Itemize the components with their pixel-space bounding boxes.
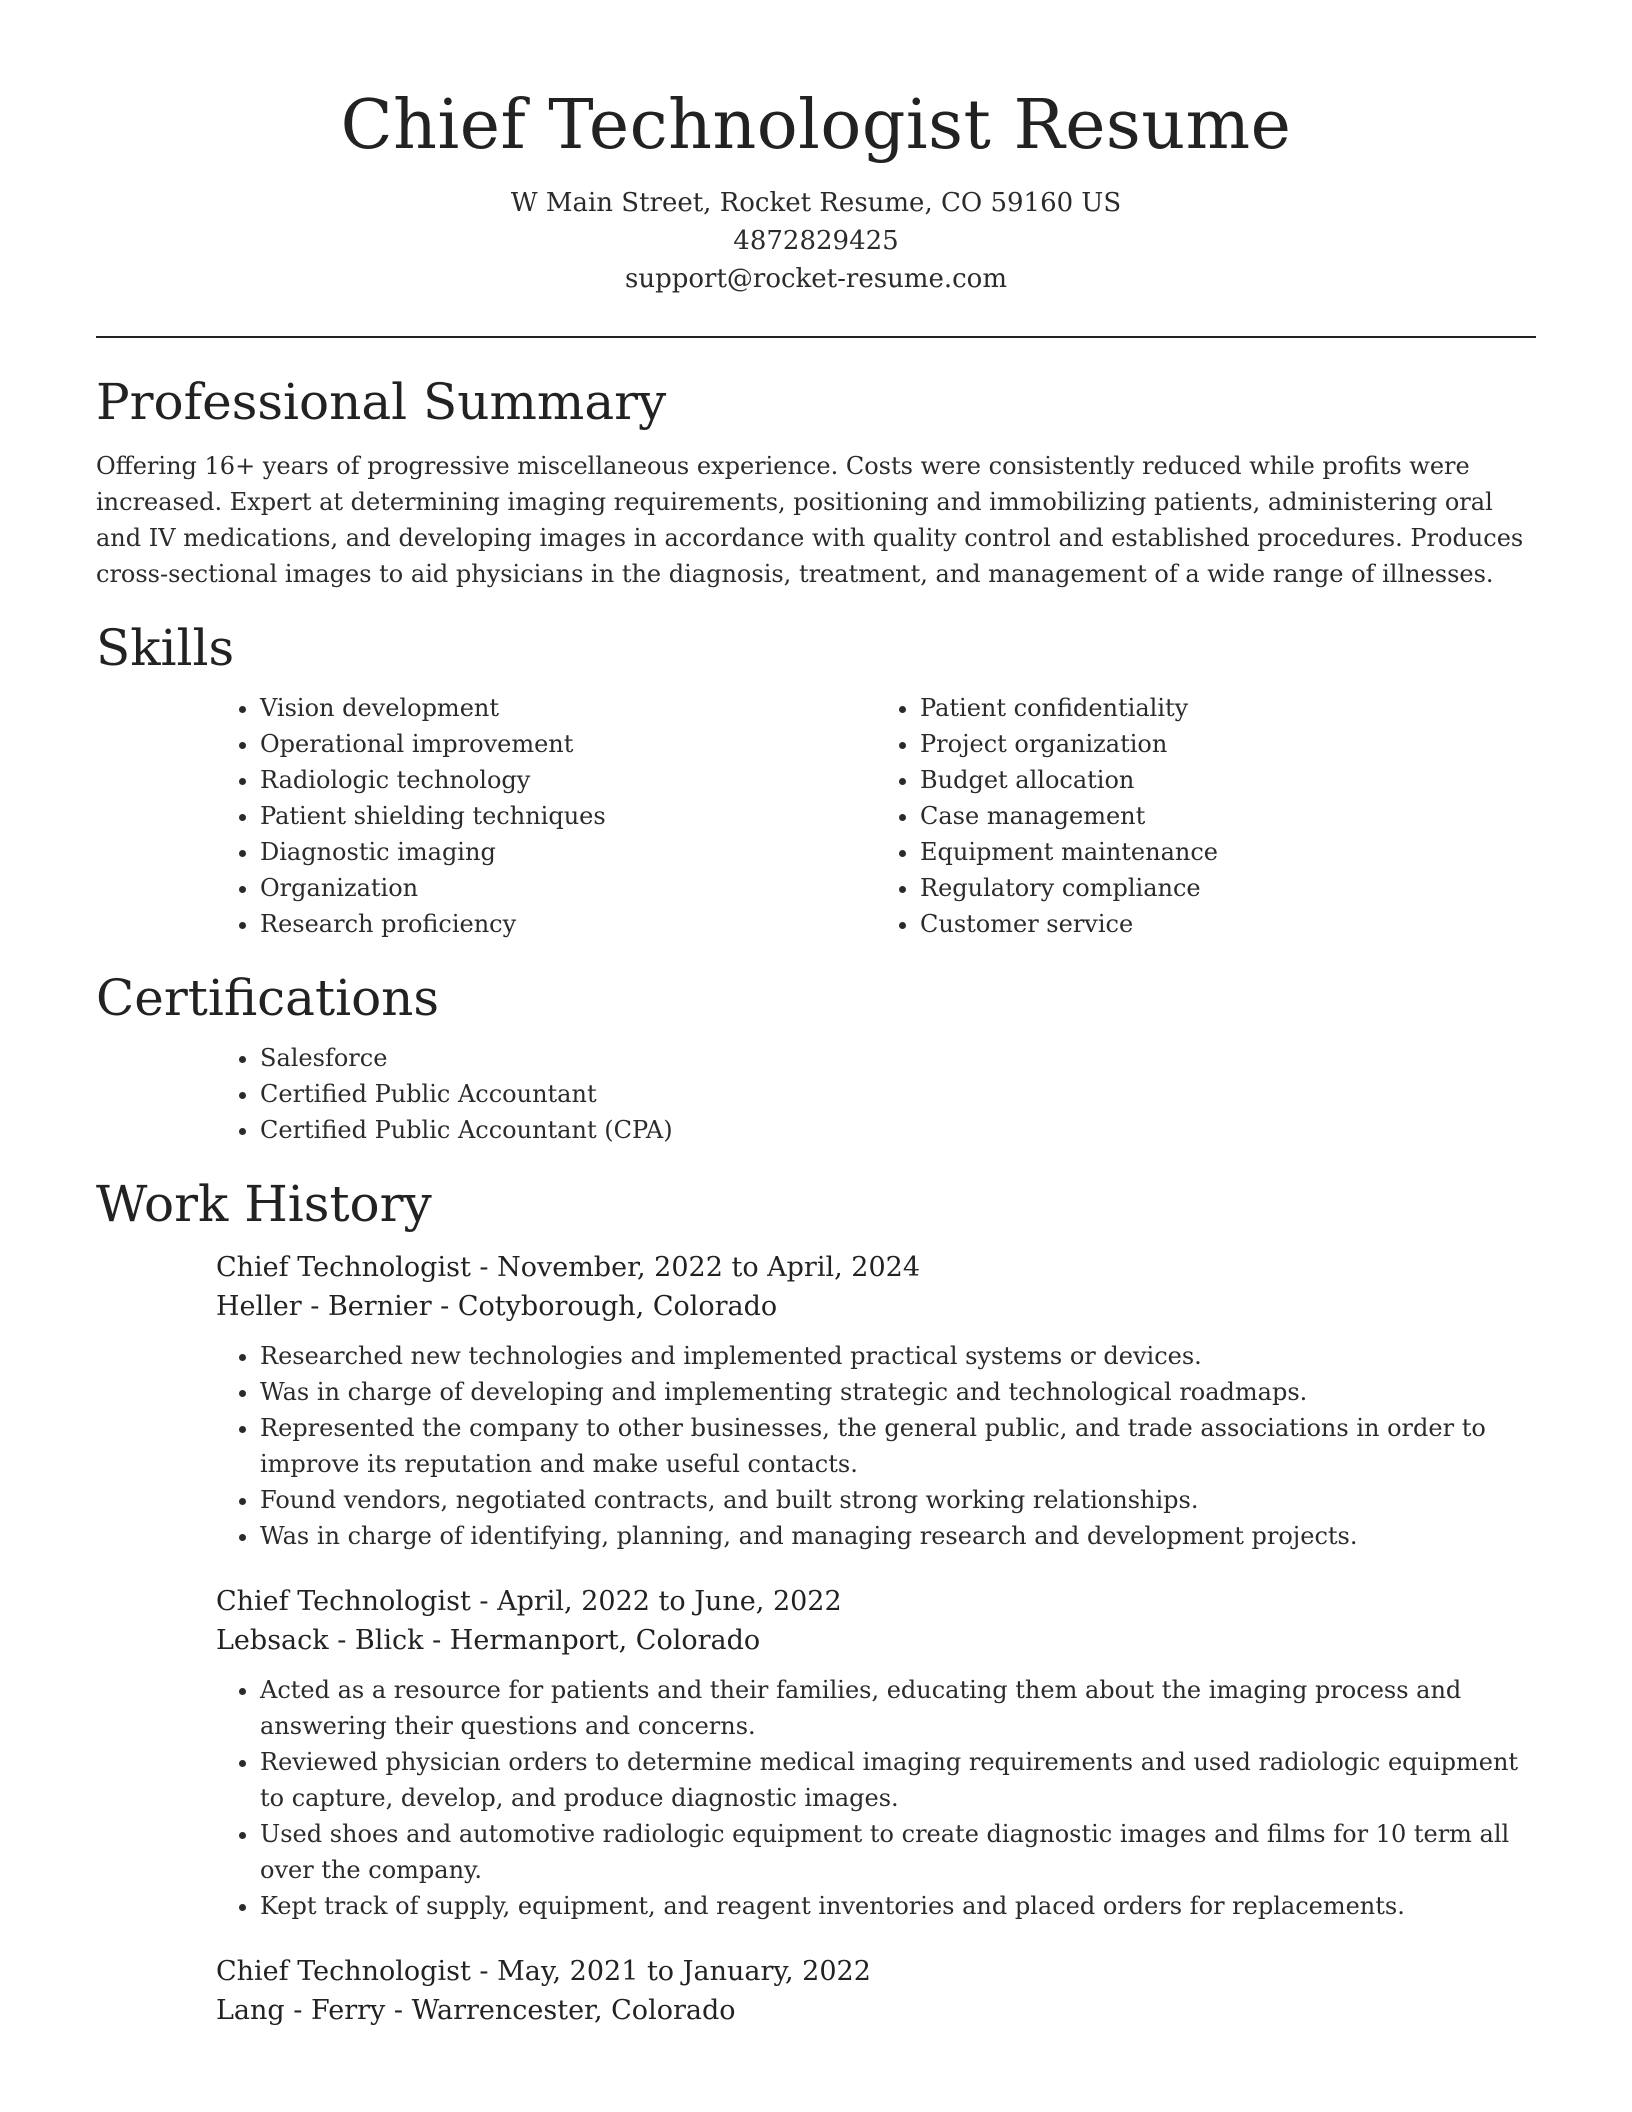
certifications-heading: Certifications	[96, 969, 440, 1027]
list-item: • Certified Public Accountant (CPA)	[260, 1112, 1536, 1148]
list-item: • Researched new technologies and implemented practical systems or devices.	[260, 1338, 1536, 1374]
summary-section	[96, 372, 1536, 592]
summary-text: Offering 16+ years of progressive miscellaneous experience. Costs were consistently reduced while profits were increased. Expert at determining imaging requirements, positioning and immobilizing patients, administering oral and IV medications, and developing images in accordance with quality control and established procedures. Produces cross-sectional images to aid physicians in the diagnosis, treatment, and management of a wide range of illnesses.	[96, 452, 1524, 588]
list-item: • Patient confidentiality	[920, 690, 1536, 726]
list-item: • Customer service	[920, 906, 1536, 942]
list-item: • Radiologic technology	[260, 762, 876, 798]
job-company-location: Lebsack - Blick - Hermanport, Colorado	[216, 1625, 761, 1656]
list-item: • Operational improvement	[260, 726, 876, 762]
work-history-heading: Work History	[96, 1175, 432, 1233]
list-item: • Regulatory compliance	[920, 870, 1536, 906]
list-item: • Reviewed physician orders to determine medical imaging requirements and used radiologic equipment to capture, develop, and produce diagnostic images.	[260, 1744, 1536, 1816]
certifications-section	[96, 968, 1536, 1148]
resume-header	[96, 0, 1536, 298]
certifications-body	[216, 1040, 1536, 1148]
list-item: • Budget allocation	[920, 762, 1536, 798]
job-title-dates: Chief Technologist - April, 2022 to June, 2022	[216, 1586, 842, 1617]
list-item: • Acted as a resource for patients and their families, educating them about the imaging process and answering their questions and concerns.	[260, 1672, 1536, 1744]
list-item: • Certified Public Accountant	[260, 1076, 1536, 1112]
skills-list-left	[216, 690, 876, 942]
job-title-dates: Chief Technologist - November, 2022 to April, 2024	[216, 1252, 920, 1283]
list-item: • Was in charge of developing and implementing strategic and technological roadmaps.	[260, 1374, 1536, 1410]
list-item: • Equipment maintenance	[920, 834, 1536, 870]
job-company-location: Lang - Ferry - Warrencester, Colorado	[216, 1995, 736, 2026]
certifications-list	[216, 1040, 1536, 1148]
email: support@rocket-resume.com	[624, 264, 1007, 294]
list-item: • Research proficiency	[260, 906, 876, 942]
list-item: • Was in charge of identifying, planning, and managing research and development projects.	[260, 1518, 1536, 1554]
job-company-location: Heller - Bernier - Cotyborough, Colorado	[216, 1291, 778, 1322]
skills-columns	[216, 690, 1536, 942]
work-history-section	[96, 1174, 1536, 2030]
skills-list-right	[876, 690, 1536, 942]
job-entry	[216, 1248, 1536, 1554]
list-item: • Represented the company to other businesses, the general public, and trade associations in order to improve its reputation and make useful contacts.	[260, 1410, 1536, 1482]
list-item: • Vision development	[260, 690, 876, 726]
list-item: • Case management	[920, 798, 1536, 834]
skills-section	[96, 618, 1536, 942]
list-item: • Diagnostic imaging	[260, 834, 876, 870]
job-entry	[216, 1952, 1536, 2030]
header-divider	[96, 336, 1536, 338]
job-title-dates: Chief Technologist - May, 2021 to January, 2022	[216, 1956, 871, 1987]
summary-heading: Professional Summary	[96, 373, 667, 431]
list-item: • Patient shielding techniques	[260, 798, 876, 834]
address: W Main Street, Rocket Resume, CO 59160 US	[510, 188, 1122, 218]
job-duties-list	[216, 1672, 1536, 1924]
list-item: • Used shoes and automotive radiologic equipment to create diagnostic images and films for 10 term all over the company.	[260, 1816, 1536, 1888]
list-item: • Salesforce	[260, 1040, 1536, 1076]
list-item: • Project organization	[920, 726, 1536, 762]
list-item: • Organization	[260, 870, 876, 906]
skills-heading: Skills	[96, 619, 235, 677]
resume-name: Chief Technologist Resume	[340, 86, 1292, 165]
job-duties-list	[216, 1338, 1536, 1554]
phone: 4872829425	[733, 226, 899, 256]
resume-page	[96, 0, 1536, 2030]
list-item: • Kept track of supply, equipment, and reagent inventories and placed orders for replacements.	[260, 1888, 1536, 1924]
list-item: • Found vendors, negotiated contracts, and built strong working relationships.	[260, 1482, 1536, 1518]
job-entry	[216, 1582, 1536, 1924]
